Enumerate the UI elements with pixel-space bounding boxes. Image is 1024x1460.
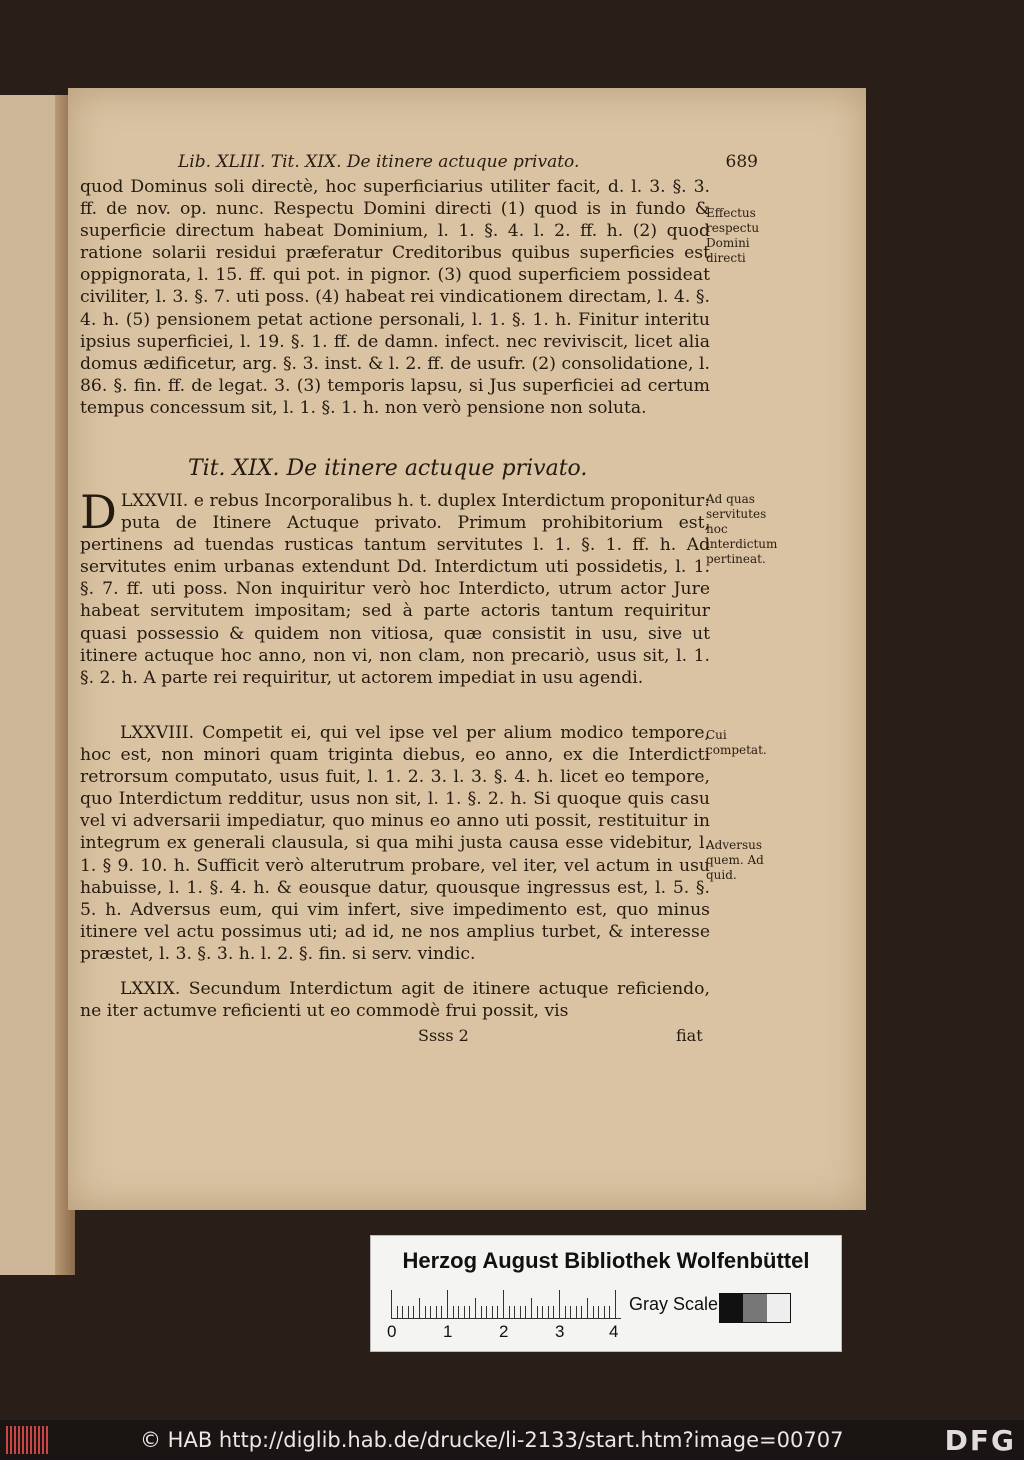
section-title: Tit. XIX. De itinere actuque privato. [188,456,588,481]
section-lxxix [80,978,710,1022]
margin-note-cui-competat: Cui competat. [706,728,767,757]
ruler-number: 0 [387,1322,397,1341]
library-color-card [370,1235,842,1352]
ruler-tick [537,1306,538,1318]
ruler-tick [581,1306,582,1318]
catchword: fiat [676,1026,703,1045]
ruler-tick [553,1306,554,1318]
ruler-tick [615,1290,616,1318]
library-name: Herzog August Bibliothek Wolfenbüttel [402,1248,810,1273]
gray-scale-swatches [719,1293,791,1323]
ruler-tick [497,1306,498,1318]
ruler-tick [576,1306,577,1318]
ruler-tick [593,1306,594,1318]
header-title: Lib. XLIII. Tit. XIX. De itinere actuque privato. [178,152,580,172]
ruler-tick [503,1290,504,1318]
ruler-tick [453,1306,454,1318]
ruler-tick [509,1306,510,1318]
section-lxxvii [80,485,710,689]
ruler-tick [464,1306,465,1318]
margin-note-adversus: Adversus quem. Ad quid. [706,838,764,882]
gray-scale-label: Gray Scale [629,1294,719,1314]
ruler-tick [604,1306,605,1318]
ruler-tick [587,1298,588,1318]
running-header [178,152,758,172]
ruler-tick [598,1306,599,1318]
ruler-tick [559,1290,560,1318]
scale-ruler [391,1288,621,1319]
ruler-tick [520,1306,521,1318]
page-number: 689 [725,152,758,172]
ruler-number: 1 [443,1322,453,1341]
ruler-tick [492,1306,493,1318]
ruler-tick [469,1306,470,1318]
drop-cap: D [80,485,117,539]
section-lxxviii [80,722,710,965]
ruler-tick [447,1290,448,1318]
ruler-tick [565,1306,566,1318]
ruler-tick [458,1306,459,1318]
section-label: LXXVII. [120,491,189,511]
ruler-number: 4 [609,1322,619,1341]
ruler-tick [525,1306,526,1318]
section-text: Secundum Interdictum agit de itinere actuque reficiendo, ne iter actumve reficienti ut eo commodè frui possit, vis [80,979,710,1022]
ruler-tick [548,1306,549,1318]
ruler-tick [542,1306,543,1318]
ruler-number: 3 [555,1322,565,1341]
ruler-tick [413,1306,414,1318]
margin-note-ad-quas: Ad quas servitutes hoc interdictum pertineat. [706,492,778,566]
ruler-tick [391,1290,392,1318]
hab-logo-icon [6,1426,50,1454]
footer-copyright-link[interactable]: © HAB http://diglib.hab.de/drucke/li-2133/start.htm?image=00707 [140,1428,844,1452]
margin-note-effectus: Effectus respectu Domini directi [706,206,760,265]
section-label: LXXVIII. [120,723,195,743]
dfg-logo: DFG [944,1424,1016,1457]
book-page [68,88,866,1210]
ruler-tick [441,1306,442,1318]
ruler-tick [425,1306,426,1318]
ruler-tick [402,1306,403,1318]
opening-paragraph [80,176,710,419]
ruler-tick [531,1298,532,1318]
ruler-tick [408,1306,409,1318]
ruler-tick [430,1306,431,1318]
ruler-tick [609,1306,610,1318]
ruler-tick [570,1306,571,1318]
ruler-tick [514,1306,515,1318]
ruler-tick [475,1298,476,1318]
section-text: e rebus Incorporalibus h. t. duplex Interdictum proponitur: puta de Itinere Actuque privato. Primum prohibitorium est, pertinens ad tuendas rusticas tantum servitutes l. 1. §. 1. ff. h. Ad servitutes enim urbanas extendunt Dd. Interdictum uti possidetis, l. 1. §. 7. ff. uti poss. Non inquiritur verò hoc Interdicto, utrum actor Jure habeat servitutem impositam; sed à parte actoris tantum requiritur quasi possessio & quidem non vitiosa, quæ consistit in usu, sive ut itinere actuque hoc anno, non vi, non clam, non precariò, usus sit, l. 1. §. 2. h. A parte rei requiritur, ut actorem impediat in usu agendi. [80,491,710,688]
ruler-tick [436,1306,437,1318]
viewer-footer [0,1420,1024,1460]
section-label: LXXIX. [120,979,181,999]
opening-paragraph-text: quod Dominus soli directè, hoc superficiarius utiliter facit, d. l. 3. §. 3. ff. de nov. op. nunc. Respectu Domini directi (1) quod is in fundo & superficie directum habeat Dominium, l. 1. §. 4. l. 2. ff. h. (2) quod ratione solarii residui præferatur Creditoribus quibus superficies est oppignorata, l. 15. ff. qui pot. in pignor. (3) quod superficiem possideat civiliter, l. 3. §. 7. uti poss. (4) habeat rei vindicationem directam, l. 4. §. 4. h. (5) pensionem petat actione personali, l. 1. §. 1. h. Finitur interitu ipsius superficiei, l. 19. §. 1. ff. de damn. infect. nec reviviscit, licet alia domus ædificetur, arg. §. 3. inst. & l. 2. ff. de usufr. (2) consolidatione, l. 86. §. fin. ff. de legat. 3. (3) temporis lapsu, si Jus superficiei ad certum tempus concessum sit, l. 1. §. 1. h. non verò pensione non soluta. [80,177,710,418]
ruler-number: 2 [499,1322,509,1341]
ruler-tick [486,1306,487,1318]
ruler-tick [397,1306,398,1318]
section-text: Competit ei, qui vel ipse vel per alium modico tempore, hoc est, non minori quam triginta diebus, eo anno, ex die Interdicti retrorsum computato, usus fuit, l. 1. 2. 3. l. 3. §. 4. h. licet eo tempore, quo Interdictum redditur, usus non sit, l. 1. §. 2. h. Si quoque quis casu vel vi adversarii impediatur, quo minus eo anno uti possit, restituitur in integrum ex generali clausula, si qua mihi justa causa esse videbitur, l. 1. § 9. 10. h. Sufficit verò alterutrum probare, vel iter, vel actum in usu habuisse, l. 1. §. 4. h. & eousque datur, quousque ingressus est, l. 5. §. 5. h. Adversus eum, qui vim infert, sive impedimento est, quo minus itinere vel actu possimus uti; ad id, ne nos amplius turbet, & interesse præstet, l. 3. §. 3. h. l. 2. §. fin. si serv. vindic. [80,723,710,964]
ruler-tick [419,1298,420,1318]
signature-mark: Ssss 2 [418,1026,469,1045]
ruler-tick [481,1306,482,1318]
